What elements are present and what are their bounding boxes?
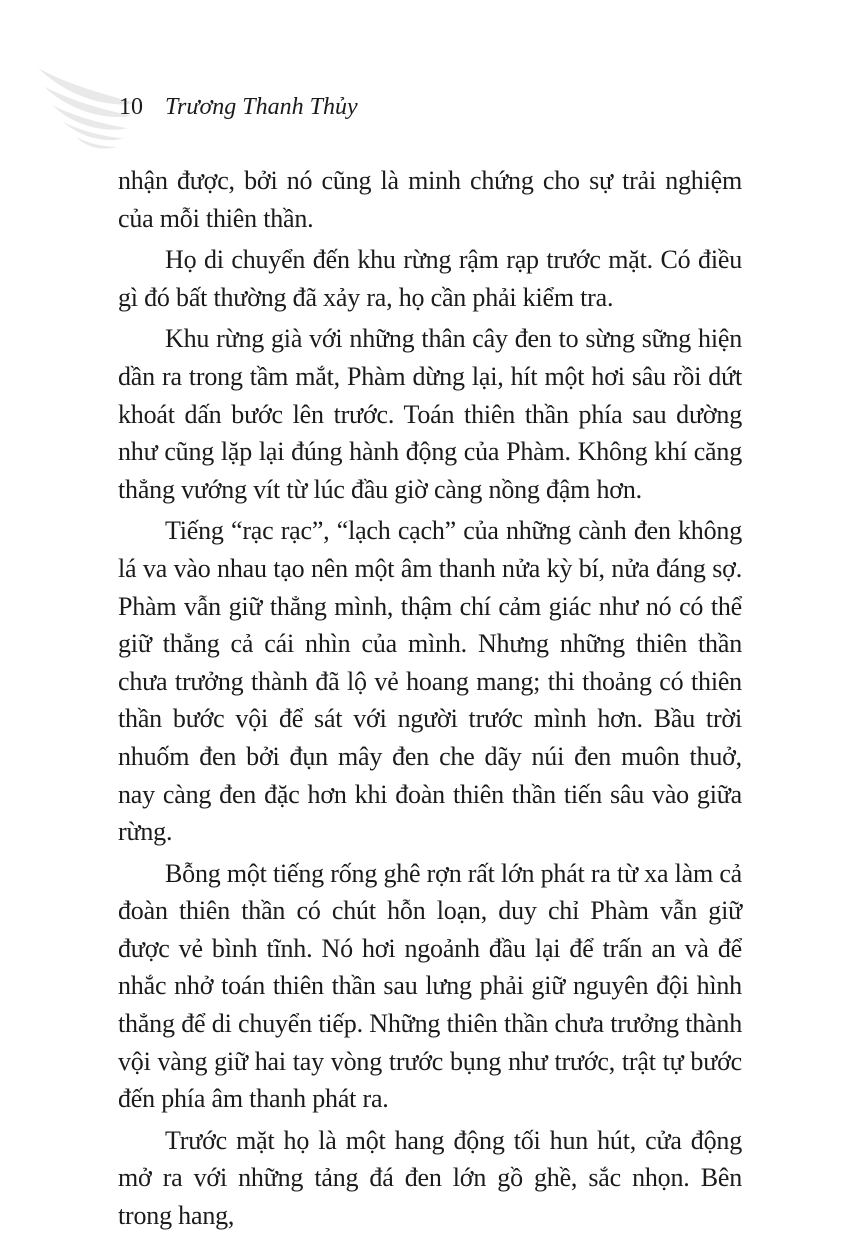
paragraph: Tiếng “rạc rạc”, “lạch cạch” của những cành đen không lá va vào nhau tạo nên một âm thanh nửa kỳ bí, nửa đáng sợ. Phàm vẫn giữ thẳng mình, thậm chí cảm giác như nó có thể giữ thẳng cả cái nhìn của mình. Nhưng những thiên thần chưa trưởng thành đã lộ vẻ hoang mang; thi thoảng có thiên thần bước vội để sát với người trước mình hơn. Bầu trời nhuốm đen bởi đụn mây đen che dãy núi đen muôn thuở, nay càng đen đặc hơn khi đoàn thiên thần tiến sâu vào giữa rừng. (118, 516, 742, 847)
paragraph: nhận được, bởi nó cũng là minh chứng cho sự trải nghiệm của mỗi thiên thần. (118, 166, 742, 233)
paragraph: Bỗng một tiếng rống ghê rợn rất lớn phát ra từ xa làm cả đoàn thiên thần có chút hỗn loạn, duy chỉ Phàm vẫn giữ được vẻ bình tĩnh. Nó hơi ngoảnh đầu lại để trấn an và để nhắc nhở toán thiên thần sau lưng phải giữ nguyên đội hình thẳng để di chuyển tiếp. Những thiên thần chưa trưởng thành vội vàng giữ hai tay vòng trước bụng như trước, trật tự bước đến phía âm thanh phát ra. (118, 858, 742, 1114)
paragraph: Khu rừng già với những thân cây đen to sừng sững hiện dần ra trong tầm mắt, Phàm dừng lại, hít một hơi sâu rồi dứt khoát dấn bước lên trước. Toán thiên thần phía sau dường như cũng lặp lại đúng hành động của Phàm. Không khí căng thẳng vướng vít từ lúc đầu giờ càng nồng đậm hơn. (118, 324, 742, 504)
page-number: 10 (119, 94, 143, 120)
running-header (0, 94, 844, 130)
paragraph: Trước mặt họ là một hang động tối hun hút, cửa động mở ra với những tảng đá đen lớn gồ ghề, sắc nhọn. Bên trong hang, (118, 1125, 742, 1231)
paragraph: Họ di chuyển đến khu rừng rậm rạp trước mặt. Có điều gì đó bất thường đã xảy ra, họ cần phải kiểm tra. (118, 245, 742, 312)
body-text (118, 162, 742, 1235)
running-header-author: Trương Thanh Thủy (165, 94, 358, 120)
